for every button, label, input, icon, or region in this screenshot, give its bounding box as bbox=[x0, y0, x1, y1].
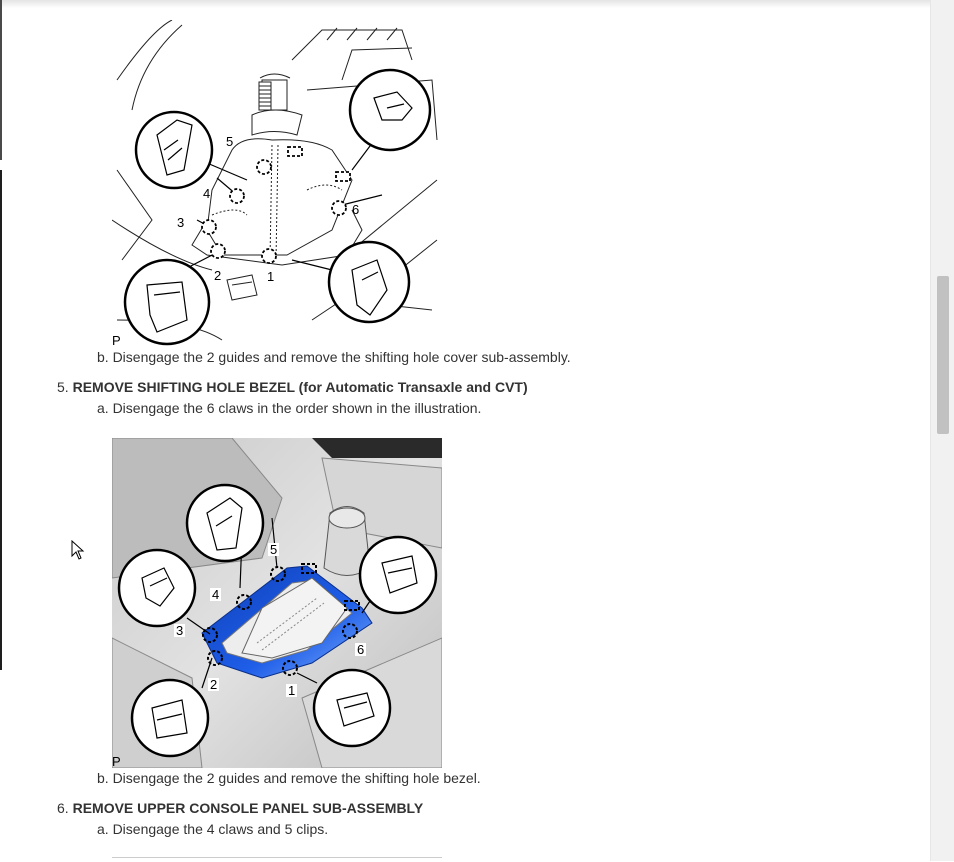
step5-heading bbox=[57, 378, 528, 396]
illustration-shifting-hole-bezel-svg bbox=[112, 438, 442, 768]
callout-5: 5 bbox=[226, 134, 234, 149]
callout-6: 6 bbox=[357, 642, 365, 657]
callout-4: 4 bbox=[203, 186, 211, 201]
callout-1: 1 bbox=[267, 269, 275, 284]
step6-number: 6. bbox=[57, 800, 69, 816]
step4-sub-b: b. Disengage the 2 guides and remove the shifting hole cover sub-assembly. bbox=[97, 349, 571, 365]
callout-3: 3 bbox=[176, 623, 184, 638]
callout-2: 2 bbox=[210, 677, 218, 692]
step6-sub-a: a. Disengage the 4 claws and 5 clips. bbox=[97, 821, 329, 837]
scrollbar-thumb[interactable] bbox=[937, 276, 949, 434]
top-edge-shadow bbox=[0, 0, 930, 8]
figure-corner-label: P bbox=[112, 754, 121, 769]
step5-title: REMOVE SHIFTING HOLE BEZEL (for Automatic Transaxle and CVT) bbox=[72, 379, 528, 395]
callout-3: 3 bbox=[177, 215, 185, 230]
callout-5: 5 bbox=[270, 542, 278, 557]
step6-title: REMOVE UPPER CONSOLE PANEL SUB-ASSEMBLY bbox=[72, 800, 424, 816]
step5-sub-a: a. Disengage the 6 claws in the order shown in the illustration. bbox=[97, 400, 482, 416]
step5-sub-b: b. Disengage the 2 guides and remove the shifting hole bezel. bbox=[97, 770, 481, 786]
callout-6: 6 bbox=[352, 202, 360, 217]
vertical-scrollbar[interactable] bbox=[930, 0, 954, 861]
illustration-shifting-hole-bezel bbox=[112, 438, 442, 768]
illustration-shifting-hole-cover-svg bbox=[112, 20, 442, 346]
callout-2: 2 bbox=[214, 268, 222, 283]
callout-4: 4 bbox=[212, 587, 220, 602]
left-window-edge bbox=[0, 170, 2, 670]
step5-number: 5. bbox=[57, 379, 69, 395]
next-figure-edge bbox=[112, 857, 442, 862]
callout-1: 1 bbox=[288, 683, 296, 698]
step6-heading bbox=[57, 799, 423, 817]
mouse-cursor-icon bbox=[71, 540, 85, 565]
illustration-shifting-hole-cover bbox=[112, 20, 442, 346]
left-window-edge bbox=[0, 0, 2, 160]
figure-corner-label: P bbox=[112, 333, 121, 348]
